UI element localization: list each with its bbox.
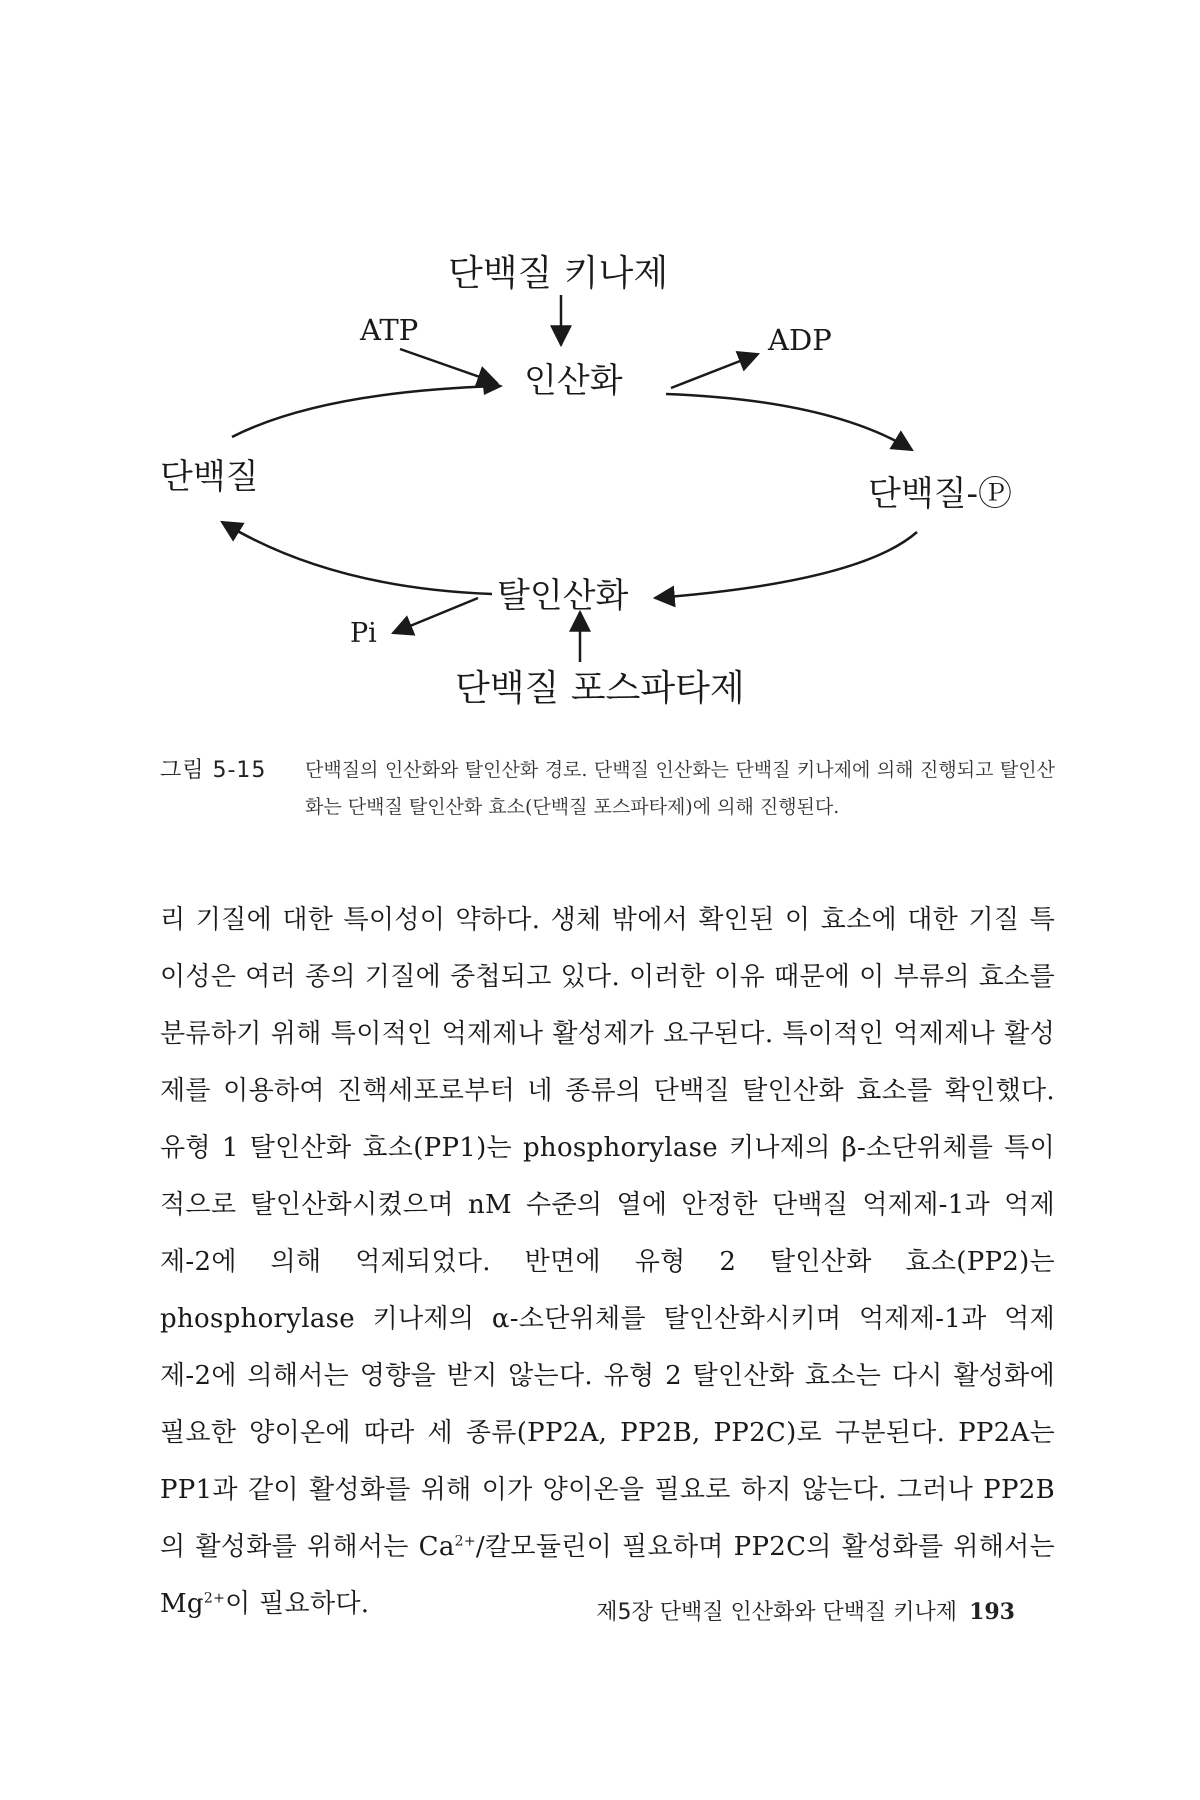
phosphorylation-to-phospho-protein-arrow (666, 394, 912, 450)
dephosphorylation-to-protein-arrow (222, 522, 492, 594)
chapter-title: 제5장 단백질 인산화와 단백질 키나제 (596, 1600, 958, 1625)
pi-label: Pi (350, 618, 377, 649)
kinase-label: 단백질 키나제 (448, 253, 669, 294)
phospho-protein-to-dephosphorylation-arrow (655, 532, 917, 598)
body-text-part1: 리 기질에 대한 특이성이 약하다. 생체 밖에서 확인된 이 효소에 대한 기질 특이성은 여러 종의 기질에 중첩되고 있다. 이러한 이유 때문에 이 부류의 효소를 분류하기 위해 특이적인 억제제나 활성제가 요구된다. 특이적인 억제제나 활성제를 이용하여 진핵세포로부터 네 종류의 단백질 탈인산화 효소를 확인했다. 유형 1 탈인산화 효소(PP1)는 phosphorylase 키나제의 β-소단위체를 특이적으로 탈인산화시켰으며 nM 수준의 열에 안정한 단백질 억제제-1과 억제제-2에 의해 억제되었다. 반면에 유형 2 탈인산화 효소(PP2)는 phosphorylase 키나제의 α-소단위체를 탈인산화시키며 억제제-1과 억제제-2에 의해서는 영향을 받지 않는다. 유형 2 탈인산화 효소는 다시 활성화에 필요한 양이온에 따라 세 종류(PP2A, PP2B, PP2C)로 구분된다. PP2A는 PP1과 같이 활성화를 위해 이가 양이온을 필요로 하지 않는다. 그러나 PP2B의 활성화를 위해서는 Ca (160, 905, 1055, 1562)
magnesium-superscript: 2+ (203, 1590, 226, 1607)
caption-label: 그림 5-15 (160, 758, 267, 783)
caption-text: 단백질의 인산화와 탈인산화 경로. 단백질 인산화는 단백질 키나제에 의해 진행되고 탈인산화는 단백질 탈인산화 효소(단백질 포스파타제)에 의해 진행된다. (305, 759, 1055, 818)
phospho-protein-label: 단백질-Ⓟ (868, 474, 1013, 514)
adp-arrow (671, 354, 758, 388)
phosphorylation-label: 인산화 (524, 361, 623, 401)
calcium-superscript: 2+ (454, 1533, 476, 1550)
pi-arrow (393, 598, 478, 633)
atp-label: ATP (360, 313, 419, 347)
phosphorylation-cycle-diagram (0, 0, 1200, 720)
body-paragraph (160, 892, 1055, 1633)
dephosphorylation-label: 탈인산화 (497, 576, 629, 616)
protein-label: 단백질 (160, 457, 259, 497)
phosphatase-label: 단백질 포스파타제 (455, 668, 745, 709)
protein-to-phosphorylation-arrow (232, 386, 497, 437)
page-number: 193 (969, 1599, 1015, 1625)
page-footer (545, 1595, 1015, 1626)
body-text-part2: /칼모듈린이 필요하며 PP2C의 활성화를 위해서는 Mg (160, 1532, 1055, 1619)
phosphorylation-arrowhead (482, 377, 503, 395)
adp-label: ADP (768, 323, 832, 357)
body-text-part3: 이 필요하다. (225, 1589, 370, 1619)
